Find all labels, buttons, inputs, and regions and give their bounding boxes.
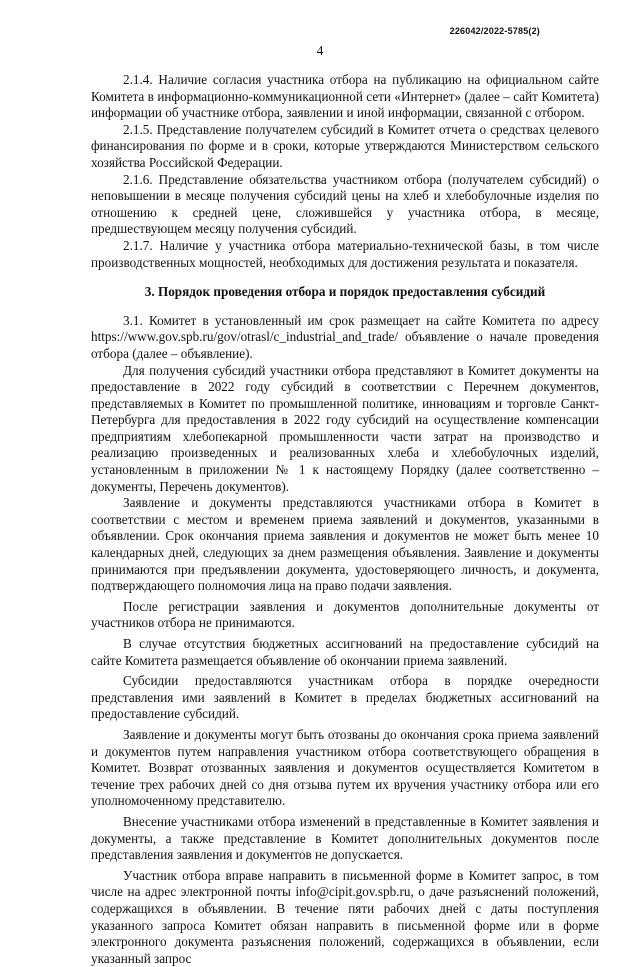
paragraph-after-registration: После регистрации заявления и документов дополнительные документы от участников отбора не принимаются. [91, 598, 599, 631]
paragraph-2-1-5: 2.1.5. Представление получателем субсидий в Комитет отчета о средствах целевого финансирования по форме и в сроки, которые утверждаются Министерством сельского хозяйства Российской Федерации. [91, 121, 599, 170]
paragraph-3-1: 3.1. Комитет в установленный им срок размещает на сайте Комитета по адресу https://www.gov.spb.ru/gov/otrasl/c_industrial_and_trade/ объявление о начале проведения отбора (далее – объявление). [91, 312, 599, 361]
paragraph-subsidy-order: Субсидии предоставляются участникам отбора в порядке очередности представления ими заявлений в Комитет в пределах бюджетных ассигнований на предоставление субсидий. [91, 673, 599, 722]
paragraph-2-1-7: 2.1.7. Наличие у участника отбора материально-технической базы, в том числе производственных мощностей, необходимых для достижения результата и показателя. [91, 237, 599, 270]
document-number: 226042/2022-5785(2) [449, 26, 540, 36]
paragraph-2-1-4: 2.1.4. Наличие согласия участника отбора на публикацию на официальном сайте Комитета в информационно-коммуникационной сети «Интернет» (далее – сайт Комитета) информации об участнике отбора, заявлении и иной информации, связанной с отбором. [91, 72, 599, 121]
paragraph-application-terms: Заявление и документы представляются участниками отбора в Комитет в соответствии с местом и временем приема заявлений и документов, указанными в объявлении. Срок окончания приема заявления и документов не может быть менее 10 календарных дней, следующих за днем размещения объявления. Заявление и документы принимаются при предъявлении документа, удостоверяющего личность, и документа, подтверждающего полномочия лица на право подачи заявления. [91, 495, 599, 594]
document-body [91, 72, 599, 967]
paragraph-clarification-request: Участник отбора вправе направить в письменной форме в Комитет запрос, в том числе на адрес электронной почты info@cipit.gov.spb.ru, о даче разъяснений положений, содержащихся в объявлении. В течение пяти рабочих дней с даты поступления указанного запроса Комитет обязан направить в письменной форме или в форме электронного документа разъяснения положений, содержащихся в объявлении, если указанный запрос [91, 867, 599, 966]
paragraph-withdrawal: Заявление и документы могут быть отозваны до окончания срока приема заявлений и документов путем направления участником отбора соответствующего обращения в Комитет. Возврат отозванных заявления и документов осуществляется Комитетом в течение трех рабочих дней со дня отзыва путем их вручения участнику отбора или его уполномоченному представителю. [91, 726, 599, 809]
section-heading: 3. Порядок проведения отбора и порядок предоставления субсидий [144, 284, 546, 300]
paragraph-documents-submission: Для получения субсидий участники отбора представляют в Комитет документы на предоставление в 2022 году субсидий в соответствии с Перечнем документов, представляемых в Комитет по промышленной политике, инновациям и торговле Санкт-Петербурга для предоставления в 2022 году субсидий на осуществление компенсации предприятиям хлебопекарной промышленности части затрат на производство и реализацию произведенных и реализованных хлеба и хлебобулочных изделий, установленным в приложении № 1 к настоящему Порядку (далее соответственно – документы, Перечень документов). [91, 362, 599, 494]
paragraph-no-changes: Внесение участниками отбора изменений в представленные в Комитет заявления и документы, а также представление в Комитет дополнительных документов после представления заявления и документов не допускается. [91, 813, 599, 863]
page-number: 4 [316, 43, 324, 58]
paragraph-2-1-6: 2.1.6. Представление обязательства участником отбора (получателем субсидий) о неповышении в месяце получения субсидий цены на хлеб и хлебобулочные изделия по отношению к средней цене, сложившейся у участника отбора, в месяце, предшествующем месяцу получения субсидий. [91, 171, 599, 237]
paragraph-no-budget: В случае отсутствия бюджетных ассигнований на предоставление субсидий на сайте Комитета размещается объявление об окончании приема заявлений. [91, 636, 599, 668]
